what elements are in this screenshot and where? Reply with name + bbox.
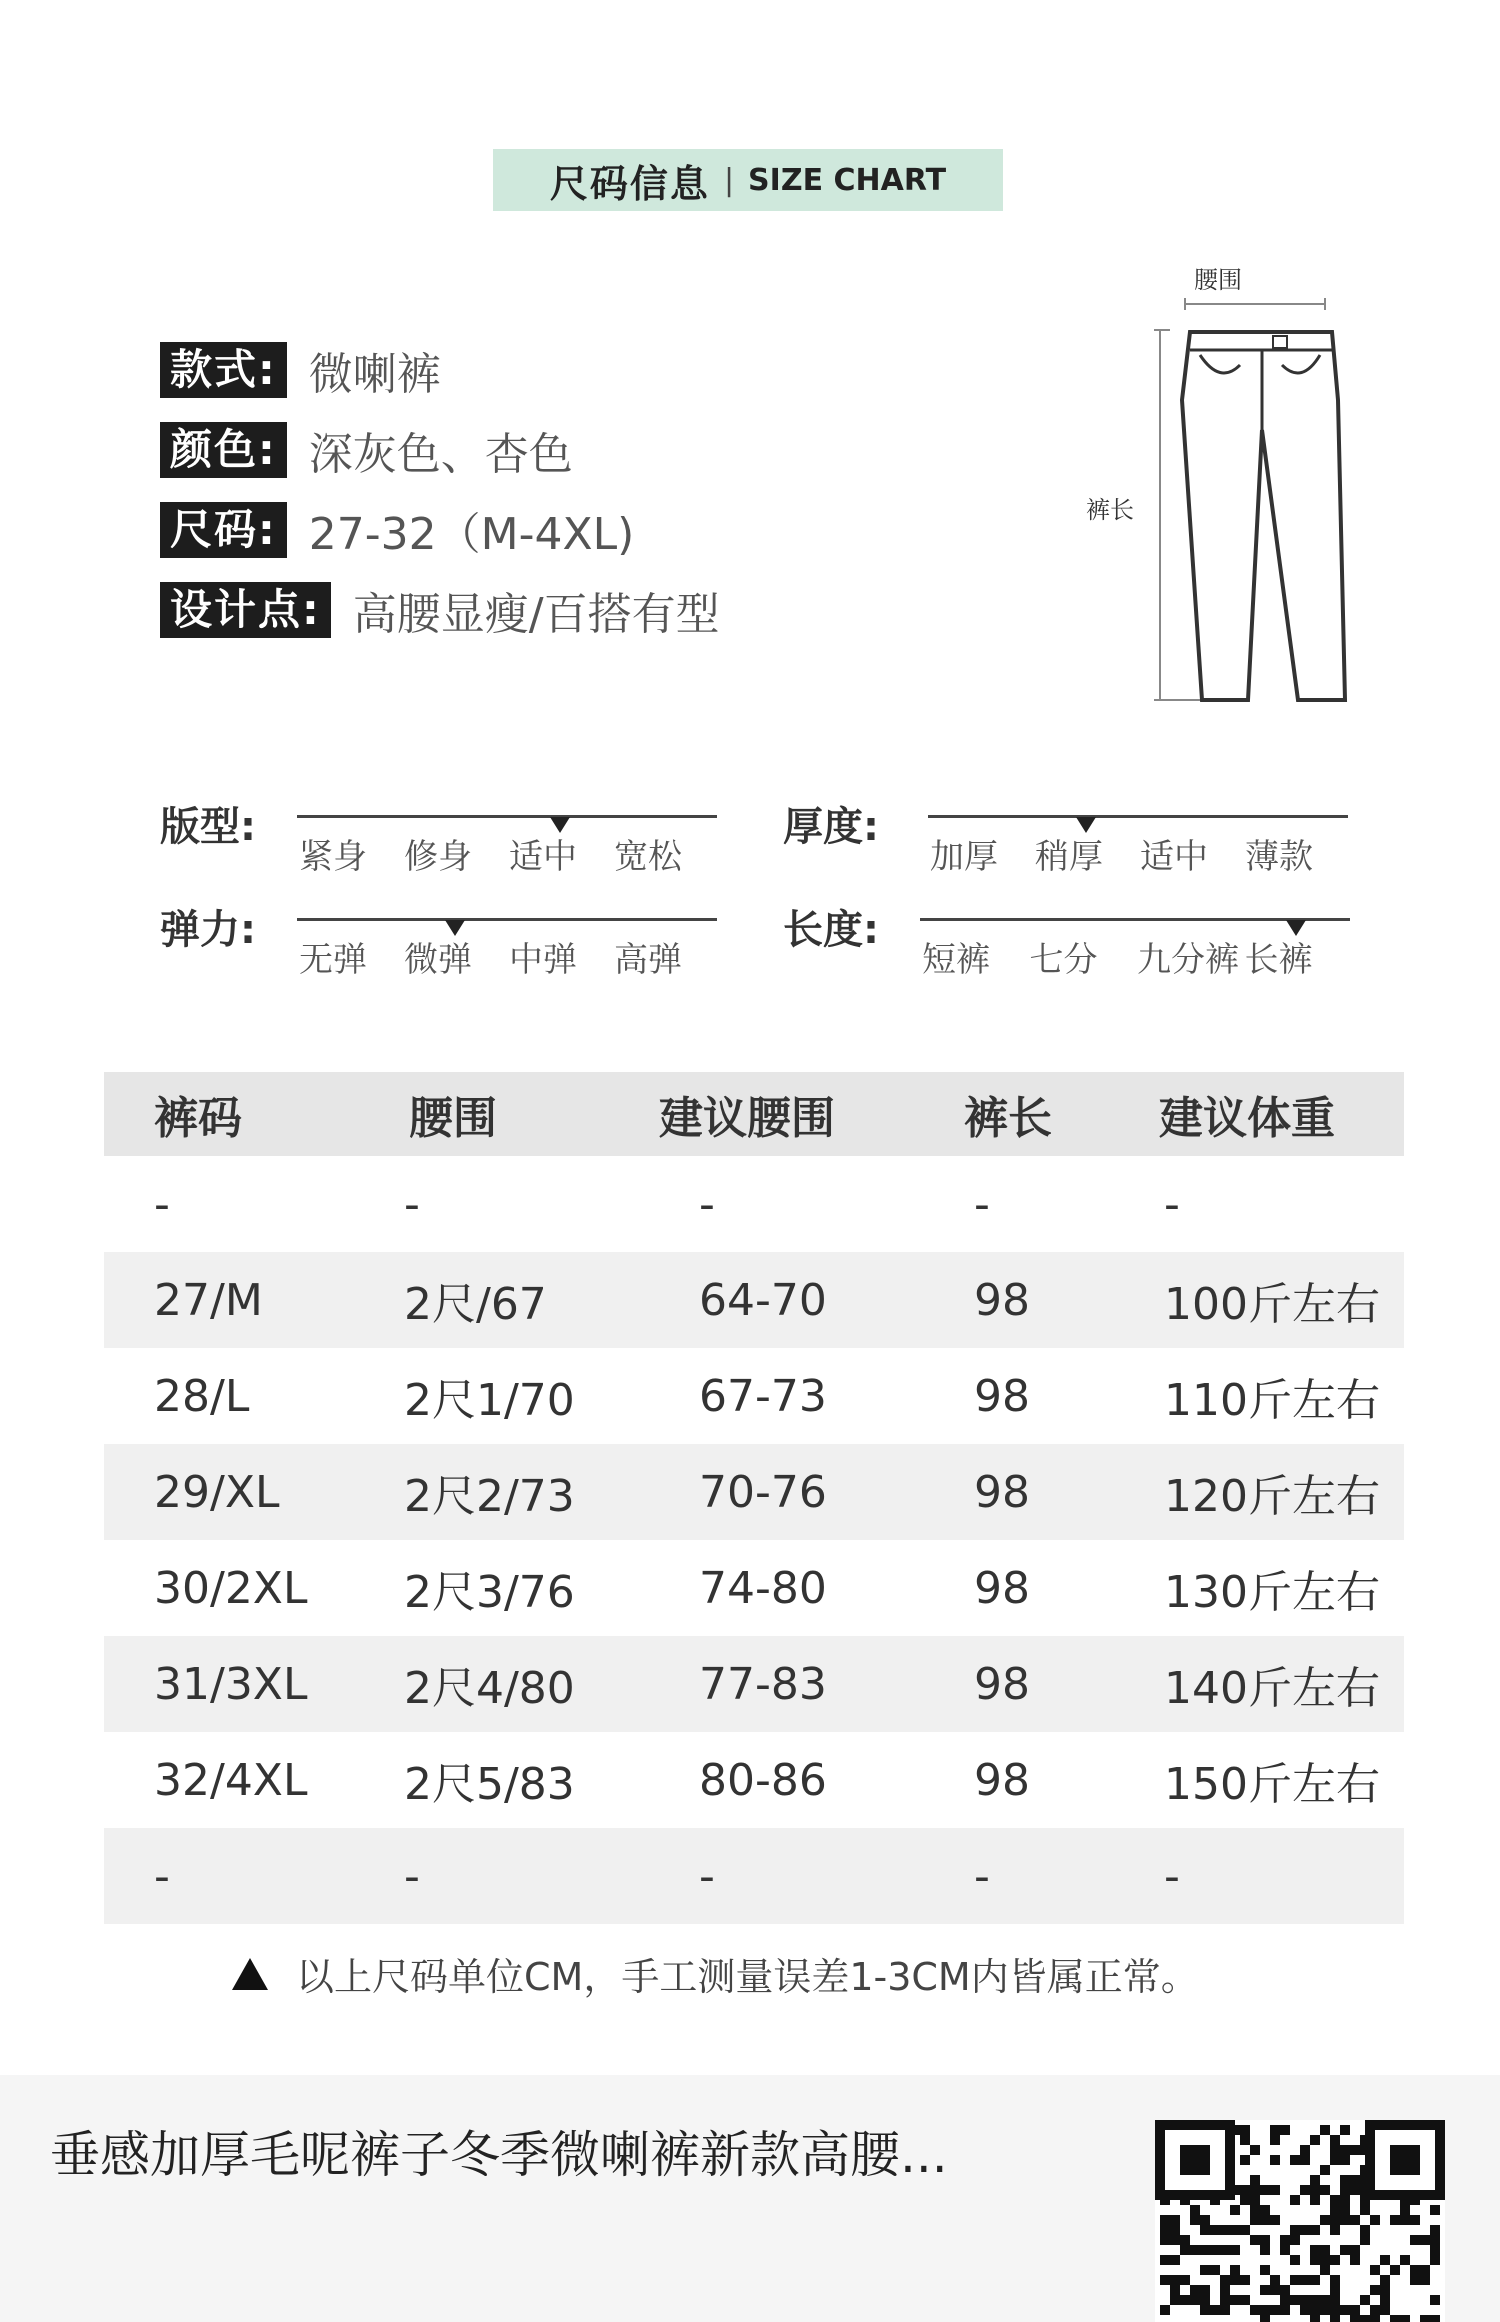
banner-title-cn: 尺码信息 (549, 161, 710, 206)
table-cell: - (1164, 1850, 1180, 1902)
table-cell: - (404, 1850, 420, 1902)
table-cell: 74-80 (699, 1562, 827, 1614)
banner-separator: | (723, 162, 735, 198)
table-cell: 2尺/67 (404, 1279, 547, 1330)
table-cell: 2尺2/73 (404, 1471, 575, 1522)
table-cell: 64-70 (699, 1274, 827, 1326)
scale-track (297, 815, 717, 818)
table-cell: 2尺3/76 (404, 1567, 575, 1618)
pants-diagram (1070, 260, 1370, 720)
table-cell: 2尺5/83 (404, 1759, 575, 1810)
scale-option: 短裤 (922, 940, 990, 980)
scale-label: 弹力: (160, 907, 256, 953)
table-cell: 2尺1/70 (404, 1375, 575, 1426)
spec-value: 27-32（M-4XL) (308, 509, 635, 560)
scale-option: 加厚 (930, 837, 998, 877)
table-cell: 98 (974, 1754, 1030, 1806)
table-cell: 98 (974, 1370, 1030, 1422)
table-cell: - (974, 1850, 990, 1902)
table-row (104, 1828, 1404, 1924)
scale-label: 厚度: (783, 804, 879, 850)
scale-option: 微弹 (404, 940, 472, 980)
product-title[interactable]: 垂感加厚毛呢裤子冬季微喇裤新款高腰... (50, 2126, 948, 2184)
spec-label: 设计点: (160, 582, 331, 638)
spec-label: 尺码: (160, 502, 287, 558)
table-cell: - (404, 1178, 420, 1230)
scale-option: 紧身 (299, 837, 367, 877)
table-header-cell: 腰围 (409, 1093, 497, 1144)
table-row (104, 1444, 1404, 1540)
table-row (104, 1348, 1404, 1444)
scale-option: 高弹 (614, 940, 682, 980)
table-cell: - (154, 1178, 170, 1230)
table-cell: 28/L (154, 1370, 250, 1422)
table-cell: 67-73 (699, 1370, 827, 1422)
scale-option: 宽松 (614, 837, 682, 877)
table-cell: 120斤左右 (1164, 1471, 1380, 1522)
warning-triangle-icon (232, 1958, 268, 1990)
spec-design (160, 582, 720, 638)
scale-option: 长裤 (1244, 940, 1313, 980)
table-cell: 150斤左右 (1164, 1759, 1380, 1810)
table-row (104, 1636, 1404, 1732)
table-cell: 98 (974, 1466, 1030, 1518)
spec-color (160, 422, 573, 478)
scale-option: 七分 (1029, 940, 1098, 980)
scale-option: 无弹 (299, 940, 367, 980)
table-cell: 80-86 (699, 1754, 827, 1806)
scale-track (297, 918, 717, 921)
size-table (104, 1072, 1404, 1924)
table-header-row (104, 1072, 1404, 1156)
scale-option: 九分裤 (1137, 940, 1239, 980)
table-row (104, 1156, 1404, 1252)
measurement-note (232, 1946, 1199, 2001)
table-cell: - (154, 1850, 170, 1902)
note-text: 以上尺码单位CM，手工测量误差1-3CM内皆属正常。 (296, 1955, 1199, 1999)
spec-style (160, 342, 441, 398)
table-cell: 77-83 (699, 1658, 827, 1710)
table-row (104, 1540, 1404, 1636)
scale-track (928, 815, 1348, 818)
table-cell: 100斤左右 (1164, 1279, 1380, 1330)
table-header-cell: 建议体重 (1159, 1093, 1335, 1144)
scale-label: 版型: (160, 804, 256, 850)
table-cell: 98 (974, 1658, 1030, 1710)
scale-selected-marker (550, 817, 570, 833)
scale-option: 稍厚 (1035, 837, 1103, 877)
table-cell: - (699, 1178, 715, 1230)
table-row (104, 1732, 1404, 1828)
table-cell: 30/2XL (154, 1562, 308, 1614)
qr-code-icon (1155, 2120, 1445, 2322)
table-cell: - (974, 1178, 990, 1230)
length-label: 裤长 (1086, 496, 1134, 524)
pants-outline-icon (1070, 260, 1370, 720)
scale-selected-marker (445, 920, 465, 936)
spec-value: 深灰色、杏色 (308, 429, 573, 480)
table-cell: - (1164, 1178, 1180, 1230)
scale-label: 长度: (783, 907, 879, 953)
spec-label: 款式: (160, 342, 287, 398)
table-cell: - (699, 1850, 715, 1902)
scale-option: 修身 (404, 837, 472, 877)
scale-selected-marker (1286, 920, 1306, 936)
table-row (104, 1252, 1404, 1348)
spec-value: 高腰显瘦/百搭有型 (352, 589, 720, 640)
table-cell: 140斤左右 (1164, 1663, 1380, 1714)
size-chart-banner (493, 149, 1003, 211)
table-cell: 98 (974, 1274, 1030, 1326)
waist-label: 腰围 (1194, 266, 1242, 294)
scale-option: 适中 (1140, 837, 1208, 877)
scale-option: 薄款 (1245, 837, 1313, 877)
table-cell: 2尺4/80 (404, 1663, 575, 1714)
spec-value: 微喇裤 (308, 349, 441, 400)
spec-size (160, 502, 634, 558)
table-cell: 32/4XL (154, 1754, 308, 1806)
scale-option: 适中 (509, 837, 577, 877)
table-cell: 110斤左右 (1164, 1375, 1380, 1426)
scale-option: 中弹 (509, 940, 577, 980)
table-header-cell: 建议腰围 (659, 1093, 835, 1144)
table-header-cell: 裤长 (964, 1093, 1052, 1144)
table-header-cell: 裤码 (154, 1093, 242, 1144)
scale-selected-marker (1076, 817, 1096, 833)
spec-label: 颜色: (160, 422, 287, 478)
table-cell: 130斤左右 (1164, 1567, 1380, 1618)
table-cell: 70-76 (699, 1466, 827, 1518)
banner-title-en: SIZE CHART (748, 162, 947, 198)
table-cell: 29/XL (154, 1466, 280, 1518)
table-cell: 31/3XL (154, 1658, 308, 1710)
table-cell: 98 (974, 1562, 1030, 1614)
qr-code[interactable] (1155, 2120, 1445, 2322)
table-cell: 27/M (154, 1274, 263, 1326)
